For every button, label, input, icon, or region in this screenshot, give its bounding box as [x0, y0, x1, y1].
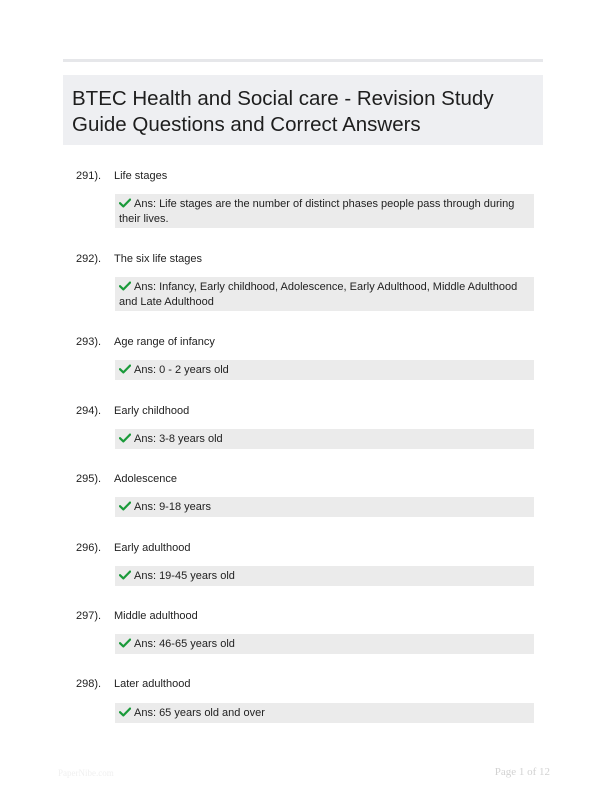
question-text: Early adulthood: [114, 542, 191, 554]
question-number: 298).: [76, 678, 102, 690]
check-icon: [119, 364, 131, 374]
footer-watermark: PaperNibe.com: [58, 768, 114, 778]
question-text: Early childhood: [114, 405, 190, 417]
question-number: 291).: [76, 170, 102, 182]
answer-box: [115, 360, 534, 380]
question-text: Age range of infancy: [114, 336, 215, 348]
answer-text: Ans: 9-18 years: [134, 501, 212, 513]
check-icon: [119, 638, 131, 648]
answer-text: Ans: Life stages are the number of distinct phases people pass through during their lives.: [119, 198, 515, 225]
question-text: The six life stages: [114, 253, 203, 265]
answer-text: Ans: 0 - 2 years old: [134, 364, 229, 376]
answer-text: Ans: 46-65 years old: [134, 638, 235, 650]
answer-text: Ans: 3-8 years old: [134, 433, 223, 445]
top-divider: [63, 59, 543, 62]
answer-text: Ans: Infancy, Early childhood, Adolescence, Early Adulthood, Middle Adulthood and Late Adulthood: [119, 281, 518, 308]
answer-box: [115, 429, 534, 449]
question-number: 292).: [76, 253, 102, 265]
answer-box: [115, 634, 534, 654]
answer-text: Ans: 19-45 years old: [134, 570, 235, 582]
question-text: Adolescence: [114, 473, 177, 485]
question-text: Middle adulthood: [114, 610, 198, 622]
title-banner: [63, 75, 543, 145]
check-icon: [119, 570, 131, 580]
question-number: 297).: [76, 610, 102, 622]
answer-box: [115, 703, 534, 723]
check-icon: [119, 198, 131, 208]
check-icon: [119, 707, 131, 717]
question-number: 296).: [76, 542, 102, 554]
question-text: Later adulthood: [114, 678, 191, 690]
answer-box: [115, 194, 534, 228]
check-icon: [119, 501, 131, 511]
question-number: 293).: [76, 336, 102, 348]
check-icon: [119, 433, 131, 443]
answer-box: [115, 566, 534, 586]
answer-box: [115, 277, 534, 311]
document-title: BTEC Health and Social care - Revision Study Guide Questions and Correct Answers: [72, 87, 494, 136]
question-text: Life stages: [114, 170, 168, 182]
page-number: Page 1 of 12: [494, 766, 550, 778]
answer-box: [115, 497, 534, 517]
question-number: 294).: [76, 405, 102, 417]
answer-text: Ans: 65 years old and over: [134, 707, 265, 719]
question-number: 295).: [76, 473, 102, 485]
check-icon: [119, 281, 131, 291]
